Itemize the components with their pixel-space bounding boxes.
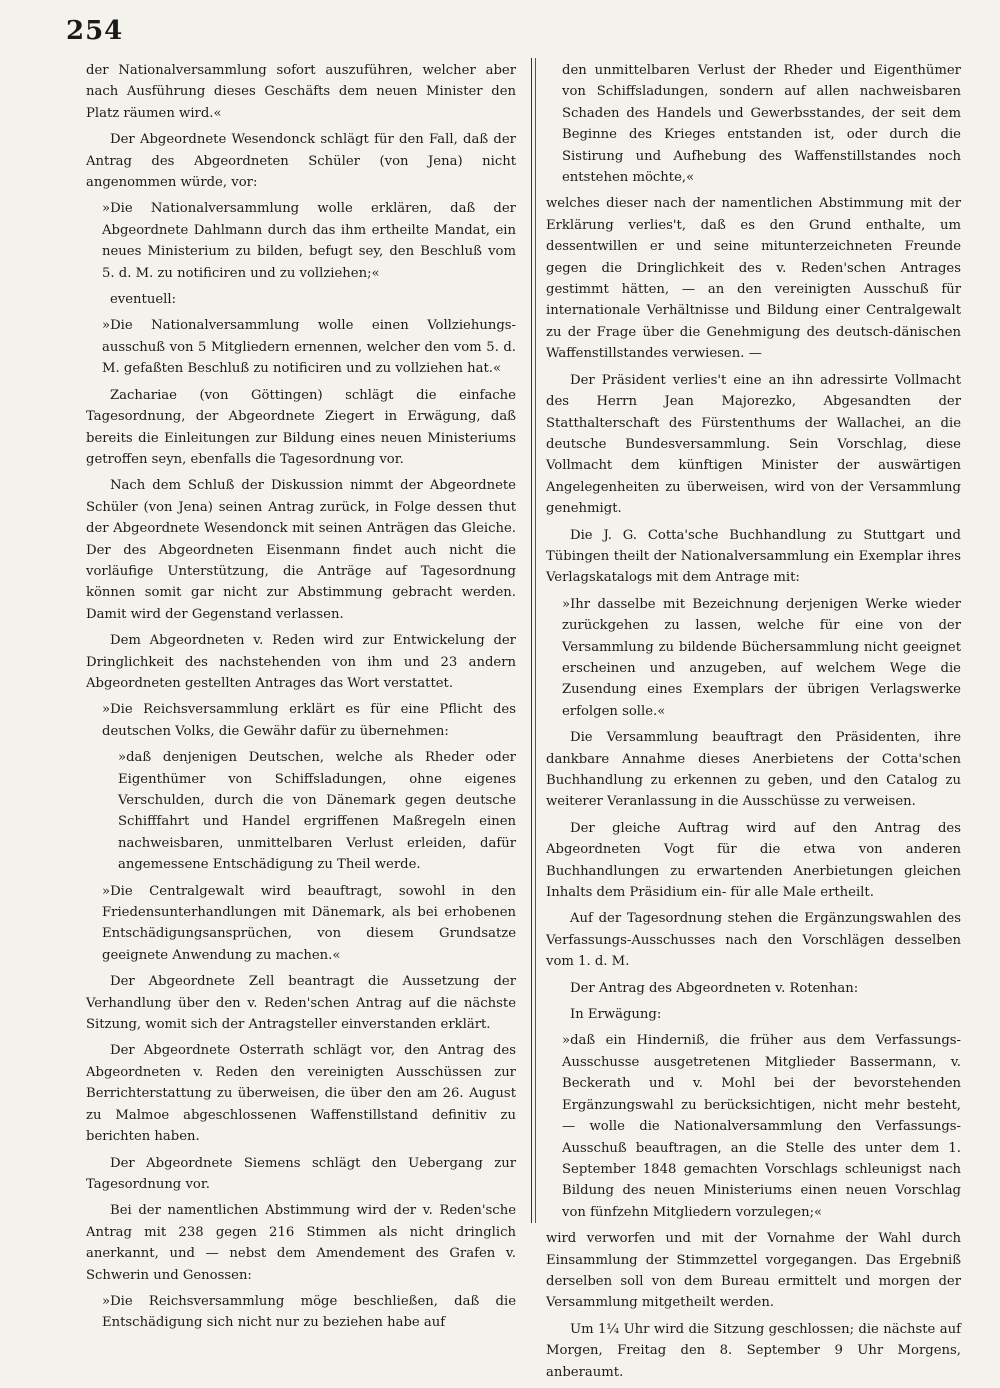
paragraph: Der Abgeordnete Siemens schlägt den Uebergang zur Tagesordnung vor.: [86, 1155, 516, 1192]
paragraph: »Ihr dasselbe mit Bezeichnung derjenigen Werke wieder zurückgehen zu lassen, welche für eine von der Versammlung zu bildende Büchersammlung nicht geeignet erscheinen und anzugeben, auf welchem Wege die Zusendung eines Exemplars der übrigen Verlagswerke erfolgen solle.«: [562, 596, 961, 719]
paragraph: »Die Reichsversammlung möge beschließen, daß die Entschädigung sich nicht nur zu beziehen habe auf: [102, 1293, 516, 1331]
paragraph: Um 1¼ Uhr wird die Sitzung geschlossen; die nächste auf Morgen, Freitag den 8. September 9 Uhr Morgens, anberaumt.: [546, 1321, 961, 1380]
paragraph: »Die Reichsversammlung erklärt es für eine Pflicht des deutschen Volks, die Gewähr dafür zu übernehmen:: [102, 702, 516, 739]
paragraph: Die J. G. Cotta'sche Buchhandlung zu Stuttgart und Tübingen theilt der Nationalversammlung ein Exemplar ihres Verlagskatalogs mit dem Antrage mit:: [546, 527, 961, 586]
column-divider-inner: [535, 58, 536, 1223]
paragraph: Die Versammlung beauftragt den Präsidenten, ihre dankbare Annahme dieses Anerbietens der Cotta'schen Buchhandlung zu erkennen zu geben, und den Catalog zu weiterer Veranlassung in die Ausschüsse zu verweisen.: [546, 730, 961, 810]
paragraph: Der Antrag des Abgeordneten v. Rotenhan:: [570, 980, 859, 996]
paragraph: »daß denjenigen Deutschen, welche als Rheder oder Eigenthümer von Schiffsladungen, ohne eigenes Verschulden, durch die von Dänemark gegen deutsche Schifffahrt und Handel ergriffenen Maßregeln einen nachweisbaren, unmittelbaren Verlust erleiden, dafür angemessene Entschädigung zu Theil werde.: [118, 750, 516, 873]
paragraph: »Die Centralgewalt wird beauftragt, sowohl in den Friedensunterhandlungen mit Dänemark, als bei erhobenen Entschädigungsansprüchen, von diesem Grundsatze geeignete Anwendung zu machen.«: [102, 883, 516, 963]
paragraph: welches dieser nach der namentlichen Abstimmung mit der Erklärung verlies't, daß es den Grund enthalte, um dessentwillen er und seine mitunterzeichneten Freunde gegen die Dringlichkeit des v. Reden'schen Antrages gestimmt hätten, — an den vereinigten Ausschuß für internationale Verhältnisse und Bildung einer Centralgewalt zu der Frage über die Genehmigung des deutsch-dänischen Waffenstillstandes verwiesen. —: [546, 196, 961, 362]
paragraph: Der gleiche Auftrag wird auf den Antrag des Abgeordneten Vogt für die etwa von anderen Buchhandlungen zu erwartenden Anerbietungen gleichen Inhalts dem Präsidium ein- für alle Male ertheilt.: [546, 820, 961, 901]
paragraph: Auf der Tagesordnung stehen die Ergänzungswahlen des Verfassungs-Ausschusses nach den Vorschlägen desselben vom 1. d. M.: [546, 911, 961, 970]
paragraph: In Erwägung:: [570, 1007, 662, 1023]
paragraph: Bei der namentlichen Abstimmung wird der v. Reden'sche Antrag mit 238 gegen 216 Stimmen als nicht dringlich anerkannt, und — nebst dem Amendement des Grafen v. Schwerin und Genossen:: [86, 1203, 516, 1283]
paragraph: Der Abgeordnete Osterrath schlägt vor, den Antrag des Abgeordneten v. Reden den vereinigten Ausschüssen zur Berrichterstattung zu überweisen, die über den am 26. August zu Malmoe abgeschlossenen Waffenstillstand definitiv zu berichten haben.: [86, 1043, 516, 1145]
paragraph: Der Präsident verlies't eine an ihn adressirte Vollmacht des Herrn Jean Majorezko, Abgesandten der Statthalterschaft des Fürstenthums der Wallachei, an die deutsche Bundesversammlung. Sein Vorschlag, diese Vollmacht dem künftigen Minister der auswärtigen Angelegenheiten zu überweisen, wird von der Versammlung genehmigt.: [546, 372, 961, 517]
paragraph: eventuell:: [110, 292, 177, 308]
paragraph: der Nationalversammlung sofort auszuführen, welcher aber nach Ausführung dieses Geschäfts dem neuen Minister den Platz räumen wird.«: [86, 63, 516, 121]
paragraph: »Die Nationalversammlung wolle einen Vollziehungs-ausschuß von 5 Mitgliedern ernennen, welcher den vom 5. d. M. gefaßten Beschluß zu notificiren und zu vollziehen hat.«: [102, 318, 516, 377]
paragraph: den unmittelbaren Verlust der Rheder und Eigenthümer von Schiffsladungen, sondern auf allen nachweisbaren Schaden des Handels und Gewerbsstandes, der seit dem Beginne des Krieges entstanden ist, oder durch die Sistirung und Aufhebung des Waffenstillstandes noch entstehen möchte,«: [562, 63, 961, 186]
paragraph: Der Abgeordnete Wesendonck schlägt für den Fall, daß der Antrag des Abgeordneten Schüler (von Jena) nicht angenommen würde, vor:: [86, 132, 516, 191]
paragraph: »daß ein Hinderniß, die früher aus dem Verfassungs-Ausschusse ausgetretenen Mitglieder Bassermann, v. Beckerath und v. Mohl bei der bevorstehenden Ergänzungswahl zu berücksichtigen, nicht mehr besteht, — wolle die Nationalversammlung den Verfassungs-Ausschuß beauftragen, an die Stelle des unter dem 1. September 1848 gemachten Vorschlags schleunigst nach Bildung des neuen Ministeriums einen neuen Vorschlag von fünfzehn Mitgliedern vorzulegen;«: [562, 1033, 961, 1220]
page-number: 254: [66, 16, 124, 46]
paragraph: »Die Nationalversammlung wolle erklären, daß der Abgeordnete Dahlmann durch das ihm ertheilte Mandat, ein neues Ministerium zu bilden, befugt sey, den Beschluß vom 5. d. M. zu notificiren und zu vollziehen;«: [102, 201, 516, 281]
left-column: [86, 60, 516, 1339]
paragraph: Der Abgeordnete Zell beantragt die Aussetzung der Verhandlung über den v. Reden'schen Antrag auf die nächste Sitzung, womit sich der Antragsteller einverstanden erklärt.: [86, 974, 516, 1033]
paragraph: Dem Abgeordneten v. Reden wird zur Entwickelung der Dringlichkeit des nachstehenden von ihm und 23 andern Abgeordneten gestellten Antrages das Wort verstattet.: [86, 633, 516, 691]
paragraph: wird verworfen und mit der Vornahme der Wahl durch Einsammlung der Stimmzettel vorgegangen. Das Ergebniß derselben soll von dem Bureau ermittelt und morgen der Versammlung mitgetheilt werden.: [546, 1231, 961, 1311]
column-divider: [531, 58, 532, 1223]
paragraph: Zachariae (von Göttingen) schlägt die einfache Tagesordnung, der Abgeordnete Ziegert in Erwägung, daß bereits die Einleitungen zur Bildung eines neuen Ministeriums getroffen seyn, ebenfalls die Tagesordnung vor.: [86, 387, 516, 467]
paragraph: Nach dem Schluß der Diskussion nimmt der Abgeordnete Schüler (von Jena) seinen Antrag zurück, in Folge dessen thut der Abgeordnete Wesendonck mit seinen Anträgen das Gleiche. Der des Abgeordneten Eisenmann findet auch nicht die vorläufige Unterstützung, die Anträge auf Tagesordnung können somit gar nicht zur Abstimmung gebracht werden. Damit wird der Gegenstand verlassen.: [86, 478, 516, 622]
right-column: [546, 60, 961, 1388]
